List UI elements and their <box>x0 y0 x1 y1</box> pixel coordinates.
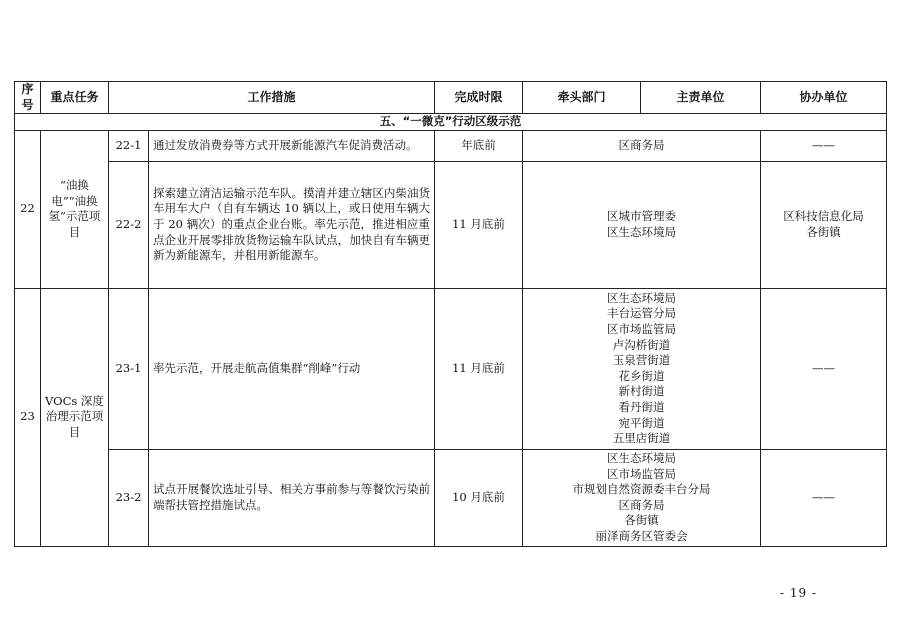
item-deadline: 10 月底前 <box>435 449 523 546</box>
group-task: “油换电”“油换氢”示范项目 <box>41 130 109 288</box>
unit-name: 区商务局 <box>618 137 665 152</box>
assist-name: 区科技信息化局 <box>783 209 864 224</box>
item-assist <box>761 449 887 546</box>
header-lead: 牵头部门 <box>523 82 641 114</box>
table-row <box>15 288 887 449</box>
unit-name: 各街镇 <box>624 513 659 528</box>
item-code: 23-1 <box>109 288 149 449</box>
item-measure: 率先示范，开展走航高值集群“削峰”行动 <box>149 288 435 449</box>
item-measure: 通过发放消费券等方式开展新能源汽车促消费活动。 <box>149 130 435 161</box>
table-row <box>15 449 887 546</box>
assist-name: —— <box>812 137 836 152</box>
item-assist <box>761 288 887 449</box>
item-measure: 探索建立清洁运输示范车队。摸清并建立辖区内柴油货车用车大户（自有车辆达 10 辆以上，或日使用车辆大于 20 辆次）的重点企业台账。率先示范，推进相应重点企业开展零排放货物运输车队试点，加快自有车辆更新为新能源车，并租用新能源车。 <box>149 161 435 288</box>
item-units <box>523 161 761 288</box>
unit-name: 玉泉营街道 <box>612 353 671 368</box>
unit-name: 区生态环境局 <box>607 290 677 305</box>
item-assist <box>761 161 887 288</box>
item-assist <box>761 130 887 161</box>
unit-name: 区市场监管局 <box>607 322 677 336</box>
item-deadline: 年底前 <box>435 130 523 161</box>
section-row <box>15 114 887 131</box>
unit-name: 花乡街道 <box>618 368 665 383</box>
header-seq: 序号 <box>15 82 41 114</box>
unit-name: 卢沟桥街道 <box>612 337 671 352</box>
header-assist: 协办单位 <box>761 82 887 114</box>
item-measure: 试点开展餐饮选址引导、相关方事前参与等餐饮污染前端帮扶管控措施试点。 <box>149 449 435 546</box>
item-code: 22-2 <box>109 161 149 288</box>
table-row <box>15 161 887 288</box>
unit-name: 区城市管理委 <box>607 209 677 224</box>
item-units <box>523 288 761 449</box>
unit-name: 宛平街道 <box>618 415 665 430</box>
task-table <box>14 81 887 547</box>
item-deadline: 11 月底前 <box>435 288 523 449</box>
unit-name: 区市场监管局 <box>607 466 677 481</box>
header-deadline: 完成时限 <box>435 82 523 114</box>
page-number: - 19 - <box>780 586 818 600</box>
group-seq: 22 <box>15 130 41 288</box>
item-units <box>523 449 761 546</box>
assist-name: —— <box>812 360 836 375</box>
table-header-row <box>15 82 887 114</box>
header-main: 主责单位 <box>641 82 761 114</box>
unit-name: 区生态环境局 <box>607 451 677 465</box>
section-title: 五、“一微克”行动区级示范 <box>15 114 887 131</box>
unit-name: 五里店街道 <box>612 431 671 446</box>
unit-name: 市规划自然资源委丰台分局 <box>572 482 711 497</box>
unit-name: 看丹街道 <box>618 399 665 414</box>
unit-name: 新村街道 <box>618 384 665 399</box>
group-task: VOCs 深度治理示范项目 <box>41 288 109 546</box>
header-task: 重点任务 <box>41 82 109 114</box>
item-code: 23-2 <box>109 449 149 546</box>
unit-name: 区商务局 <box>618 497 665 512</box>
assist-name: 各街镇 <box>806 224 841 239</box>
unit-name: 丰台运管分局 <box>607 306 677 321</box>
unit-name: 丽泽商务区管委会 <box>595 528 688 543</box>
header-measure: 工作措施 <box>109 82 435 114</box>
group-seq: 23 <box>15 288 41 546</box>
item-code: 22-1 <box>109 130 149 161</box>
item-units <box>523 130 761 161</box>
unit-name: 区生态环境局 <box>607 224 677 239</box>
table-row <box>15 130 887 161</box>
item-deadline: 11 月底前 <box>435 161 523 288</box>
assist-name: —— <box>812 489 836 504</box>
